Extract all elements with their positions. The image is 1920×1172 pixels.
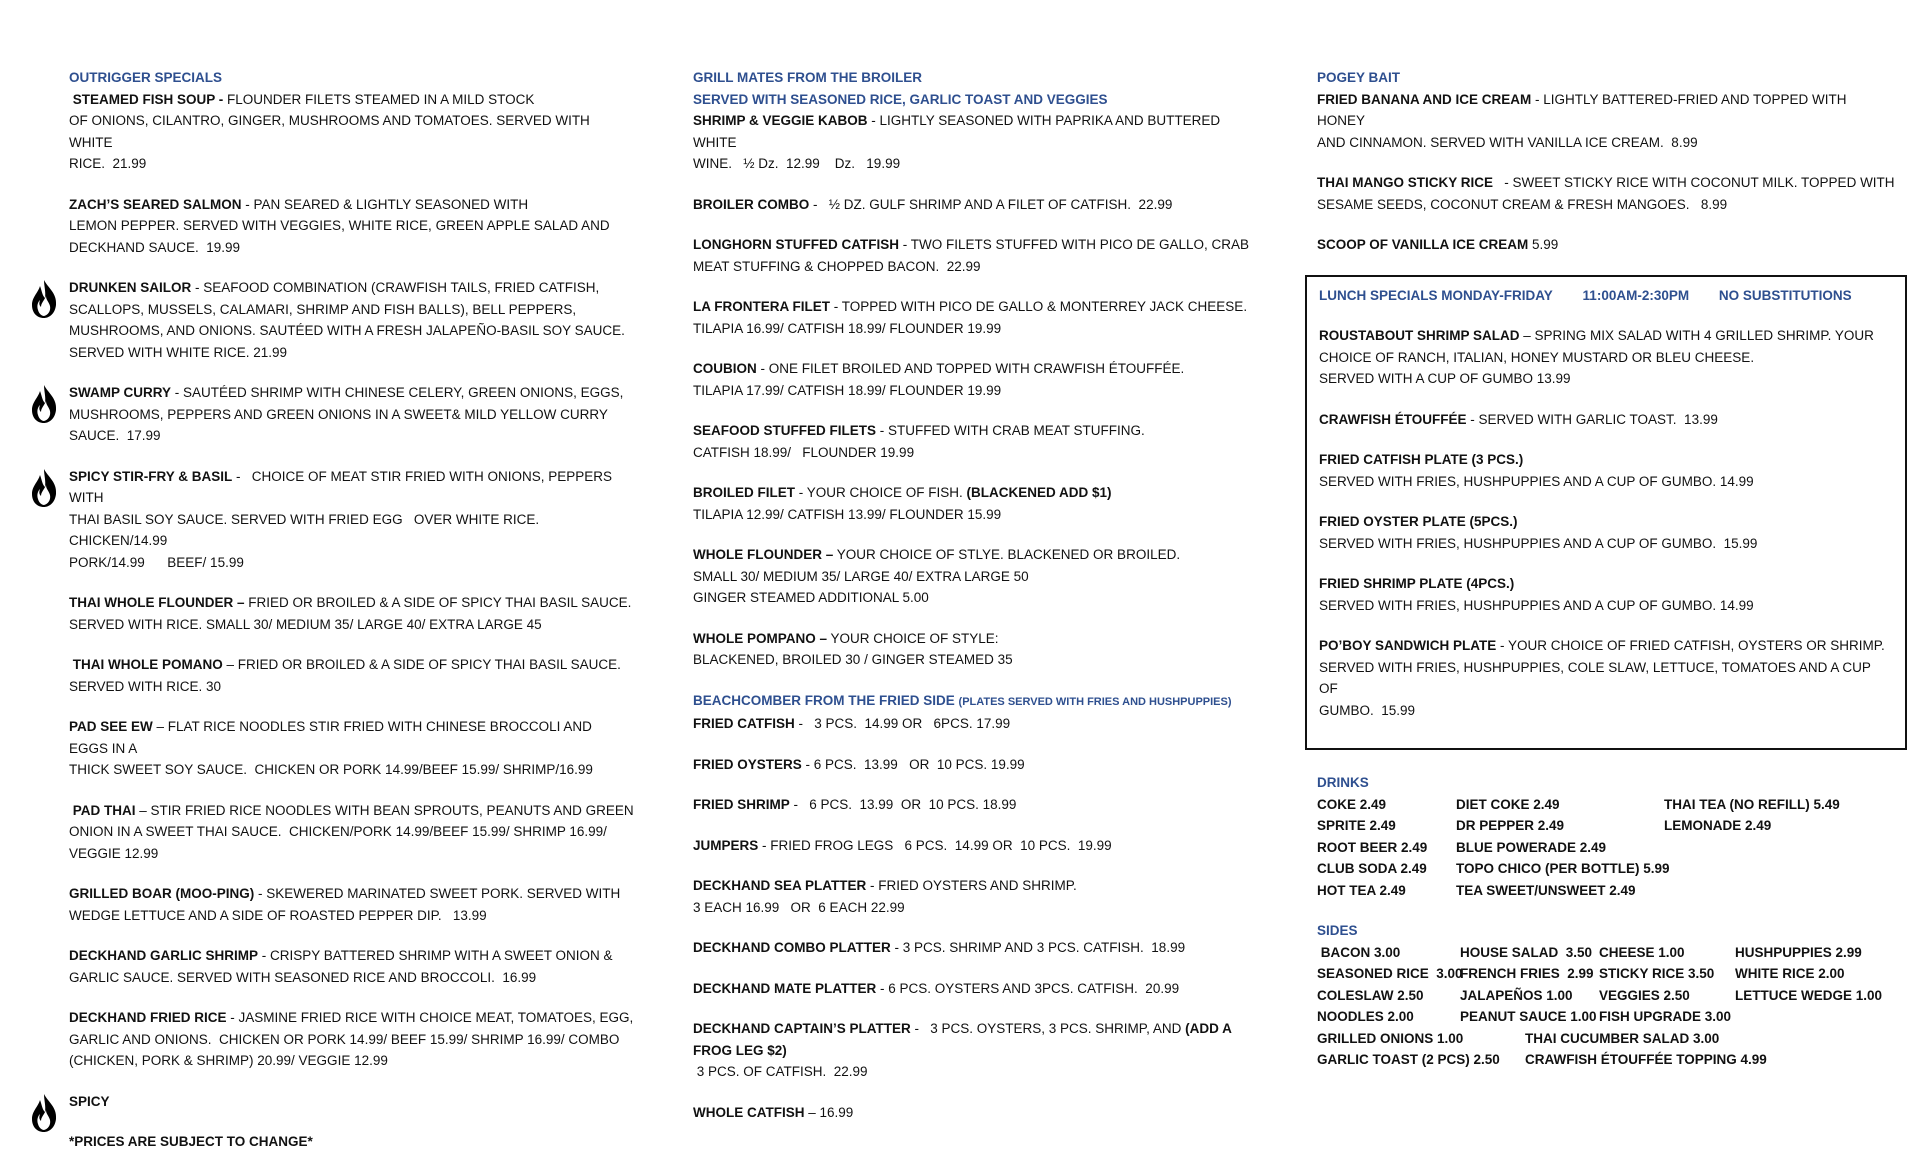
menu-item-desc: VEGGIE 12.99 [69,845,159,861]
menu-item-line [69,1029,634,1051]
menu-item-line [1319,657,1893,700]
menu-item-name: DECKHAND MATE PLATTER [693,980,877,996]
fried-heading: BEACHCOMBER FROM THE FRIED SIDE [693,692,955,708]
menu-item-line [69,320,634,342]
menu-item-line [693,153,1263,175]
menu-item-line [693,566,1263,588]
menu-item-name: WHOLE CATFISH [693,1104,805,1120]
menu-item [69,883,634,926]
price-entry [1735,1006,1905,1028]
flame-icon [29,1093,59,1133]
menu-item-desc: SERVED WITH FRIES, HUSHPUPPIES, COLE SLAW, LETTUCE, TOMATOES AND A CUP OF [1319,659,1875,696]
drinks-list [1317,794,1897,902]
menu-item-desc: GUMBO. 15.99 [1319,702,1416,718]
price-entry: WHITE RICE 2.00 [1735,966,1845,981]
menu-item-desc: WINE. ½ Dz. 12.99 Dz. 19.99 [693,156,901,171]
menu-item [69,277,634,363]
sides-heading: SIDES [1317,923,1358,938]
menu-item-name: WHOLE FLOUNDER – [693,547,834,562]
menu-item-line [69,716,634,759]
price-entry: THAI TEA (NO REFILL) 5.49 [1664,796,1840,812]
price-entry: ROOT BEER 2.49 [1317,839,1428,855]
menu-item-desc: FRIED OR BROILED & A SIDE OF SPICY THAI BASIL SAUCE. [244,595,632,610]
menu-item-name: BROILER COMBO [693,196,810,212]
price-entry: FISH UPGRADE 3.00 [1599,1009,1732,1024]
menu-item-desc: TILAPIA 12.99/ CATFISH 13.99/ FLOUNDER 15.99 [693,506,1002,522]
menu-item-line [693,978,1263,1000]
menu-item-desc: YOUR CHOICE OF STYLE: [827,630,999,646]
menu-item-desc: - 3 PCS. 14.99 OR 6PCS. 17.99 [794,716,1011,731]
menu-item-desc: - YOUR CHOICE OF FISH. [795,485,963,500]
menu-item-desc: 3 EACH 16.99 OR 6 EACH 22.99 [693,899,905,915]
menu-item-line [693,256,1263,278]
lunch-title: LUNCH SPECIALS MONDAY-FRIDAY [1319,287,1553,303]
menu-item-addon: (ADD A FROG LEG $2) [693,1021,1236,1058]
menu-item-line [693,110,1263,153]
menu-item-desc: DECKHAND SAUCE. 19.99 [69,239,241,255]
column-pogey-bait [1317,67,1897,1071]
flame-icon [29,468,59,508]
menu-item-line [693,234,1263,256]
menu-item [1319,573,1893,616]
menu-item-desc: CHOICE OF RANCH, ITALIAN, HONEY MUSTARD OR BLEU CHEESE. [1319,349,1755,365]
menu-item-desc: SMALL 30/ MEDIUM 35/ LARGE 40/ EXTRA LARGE 50 [693,568,1029,584]
menu-item-name: FRIED CATFISH PLATE (3 PCS.) [1319,452,1524,467]
menu-item-line [693,504,1263,526]
menu-item-line [69,509,634,552]
menu-item-name: SPICY STIR-FRY & BASIL [69,468,233,484]
menu-item-desc: SERVED WITH FRIES, HUSHPUPPIES AND A CUP OF GUMBO. 15.99 [1319,535,1758,551]
menu-item [693,194,1263,216]
sides-list [1317,942,1897,1028]
menu-item [69,466,634,574]
menu-item-name: FRIED BANANA AND ICE CREAM [1317,91,1532,107]
menu-item-desc: - CHOICE OF MEAT STIR FRIED WITH ONIONS, PEPPERS WITH [69,468,616,505]
price-entry: BLUE POWERADE 2.49 [1456,839,1607,855]
menu-item-name: DECKHAND GARLIC SHRIMP [69,948,258,963]
section-heading-fried [693,690,1263,714]
menu-item [1317,89,1897,154]
menu-item-line [69,967,634,989]
menu-item-name: SWAMP CURRY [69,385,172,400]
price-entry: NOODLES 2.00 [1317,1009,1414,1024]
menu-item-line [69,883,634,905]
menu-item [69,382,634,447]
menu-item-line [1319,635,1893,657]
section-heading-grill: GRILL MATES FROM THE BROILER [693,70,922,85]
menu-item-desc: GINGER STEAMED ADDITIONAL 5.00 [693,590,929,605]
menu-item-desc: - ½ DZ. GULF SHRIMP AND A FILET OF CATFISH. 22.99 [809,196,1173,212]
menu-item [693,937,1263,959]
sides-list-extra [1317,1028,1897,1071]
menu-item-name: PO’BOY SANDWICH PLATE [1319,638,1497,653]
menu-item-desc: - SERVED WITH GARLIC TOAST. 13.99 [1466,411,1718,427]
menu-item-desc: - SAUTÉED SHRIMP WITH CHINESE CELERY, GREEN ONIONS, EGGS, [171,385,624,400]
menu-item-desc: OF ONIONS, CILANTRO, GINGER, MUSHROOMS AND TOMATOES. SERVED WITH WHITE [69,113,594,150]
menu-item-desc: - STUFFED WITH CRAB MEAT STUFFING. [876,423,1145,438]
price-entry: HUSHPUPPIES 2.99 [1735,944,1862,960]
menu-item-name: LONGHORN STUFFED CATFISH [693,237,899,252]
lunch-heading [1319,285,1893,307]
flame-icon [29,384,59,424]
menu-item-desc: - SKEWERED MARINATED SWEET PORK. SERVED WITH [254,886,621,901]
menu-item-name: PAD SEE EW [69,719,153,734]
menu-item [693,420,1263,463]
menu-item-desc: CATFISH 18.99/ FLOUNDER 19.99 [693,444,915,460]
menu-item [69,1007,634,1072]
price-entry: HOUSE SALAD 3.50 [1460,944,1593,960]
menu-item-line [693,587,1263,609]
menu-item-desc: THAI BASIL SOY SAUCE. SERVED WITH FRIED EGG OVER WHITE RICE. CHICKEN/14.99 [69,511,558,548]
menu-item [693,358,1263,401]
menu-item-desc: LEMON PEPPER. SERVED WITH VEGGIES, WHITE RICE, GREEN APPLE SALAD AND [69,218,610,233]
price-entry: VEGGIES 2.50 [1599,987,1690,1003]
menu-item [693,875,1263,918]
price-entry: LETTUCE WEDGE 1.00 [1735,987,1883,1003]
menu-item-desc: TILAPIA 17.99/ CATFISH 18.99/ FLOUNDER 19.99 [693,382,1002,398]
menu-item-line [1319,471,1893,493]
menu-item-line [693,380,1263,402]
menu-item-line [693,937,1263,959]
menu-item-line [1317,89,1897,132]
flame-icon [29,279,59,319]
spicy-legend [69,1091,634,1113]
menu-item-desc: THICK SWEET SOY SAUCE. CHICKEN OR PORK 14.99/BEEF 15.99/ SHRIMP/16.99 [69,762,593,777]
menu-item-name: PAD THAI [69,802,136,818]
menu-item-name: CRAWFISH ÉTOUFFÉE [1319,411,1467,427]
menu-item-line [69,466,634,509]
menu-item-name: THAI WHOLE FLOUNDER – [69,595,245,610]
price-entry: TOPO CHICO (PER BOTTLE) 5.99 [1456,861,1670,876]
menu-item-desc: (CHICKEN, PORK & SHRIMP) 20.99/ VEGGIE 12.99 [69,1053,388,1068]
menu-item-line [1317,172,1897,194]
menu-item-name: FRIED OYSTER PLATE (5PCS.) [1319,514,1518,529]
menu-item-desc: RICE. 21.99 [69,156,147,171]
menu-item [693,978,1263,1000]
menu-item-desc: - FRIED OYSTERS AND SHRIMP. [866,878,1077,893]
menu-item-desc: 5.99 [1528,237,1559,252]
menu-item-name: GRILLED BOAR (MOO-PING) [69,886,255,901]
menu-item-desc: - SWEET STICKY RICE WITH COCONUT MILK. TOPPED WITH [1493,175,1895,190]
section-heading-outrigger: OUTRIGGER SPECIALS [69,70,223,85]
menu-item-desc: - 3 PCS. OYSTERS, 3 PCS. SHRIMP, AND [910,1021,1182,1036]
price-entry [1664,880,1884,902]
menu-item [1319,409,1893,431]
menu-item-line [1319,409,1893,431]
price-entry: GRILLED ONIONS 1.00 [1317,1030,1464,1046]
price-entry: DR PEPPER 2.49 [1456,818,1565,833]
price-entry: CRAWFISH ÉTOUFFÉE TOPPING 4.99 [1525,1052,1767,1067]
menu-item [69,194,634,259]
menu-item-name: THAI MANGO STICKY RICE [1317,175,1494,190]
menu-item-desc: - FRIED FROG LEGS 6 PCS. 14.99 OR 10 PCS. 19.99 [758,837,1112,853]
lunch-policy: NO SUBSTITUTIONS [1718,287,1852,303]
menu-item-line [1319,511,1893,533]
menu-item-line [69,342,634,364]
menu-item-line [693,835,1263,857]
menu-item-desc: – FLAT RICE NOODLES STIR FRIED WITH CHINESE BROCCOLI AND EGGS IN A [69,719,596,756]
menu-item-name: DECKHAND SEA PLATTER [693,878,867,893]
menu-item-name: ZACH’S SEARED SALMON [69,196,242,212]
menu-item-name: THAI WHOLE POMANO [69,657,223,672]
menu-item-desc: - SEAFOOD COMBINATION (CRAWFISH TAILS, FRIED CATFISH, [191,280,600,295]
price-entry: BACON 3.00 [1317,944,1401,960]
menu-item-line [693,1061,1263,1083]
menu-item-desc: AND CINNAMON. SERVED WITH VANILLA ICE CREAM. 8.99 [1317,134,1698,150]
menu-item [693,628,1263,671]
menu-item-desc: GARLIC AND ONIONS. CHICKEN OR PORK 14.99/ BEEF 15.99/ SHRIMP 16.99/ COMBO [69,1031,620,1047]
price-entry: SPRITE 2.49 [1317,818,1396,833]
menu-item-desc: - YOUR CHOICE OF FRIED CATFISH, OYSTERS OR SHRIMP. [1496,638,1885,653]
menu-item-line [1317,132,1897,154]
menu-item [693,794,1263,816]
menu-item-desc: PORK/14.99 BEEF/ 15.99 [69,554,244,570]
menu-item-line [69,821,634,843]
menu-item-name: FRIED OYSTERS [693,756,802,772]
menu-item-line [693,358,1263,380]
lunch-specials-box [1305,275,1907,751]
menu-item [693,296,1263,339]
price-entry: LEMONADE 2.49 [1664,818,1772,833]
lunch-hours: 11:00AM-2:30PM [1582,287,1690,303]
menu-item-line [693,875,1263,897]
menu-item-desc: SERVED WITH RICE. SMALL 30/ MEDIUM 35/ LARGE 40/ EXTRA LARGE 45 [69,616,542,632]
menu-item-line [69,676,634,698]
price-entry: CHEESE 1.00 [1599,944,1685,960]
menu-item [693,110,1263,175]
menu-item-line [69,237,634,259]
menu-item [69,654,634,697]
menu-item [69,89,634,175]
menu-item-line [69,425,634,447]
menu-item-line [1317,234,1897,256]
menu-item-name: WHOLE POMPANO – [693,630,828,646]
menu-item-desc: SERVED WITH FRIES, HUSHPUPPIES AND A CUP OF GUMBO. 14.99 [1319,597,1754,613]
menu-item-line [693,897,1263,919]
menu-item-desc: - TOPPED WITH PICO DE GALLO & MONTERREY JACK CHEESE. [829,299,1248,314]
menu-item-line [69,404,634,426]
menu-item [693,482,1263,525]
menu-item-line [1319,449,1893,471]
menu-item-desc: - 6 PCS. 13.99 OR 10 PCS. 18.99 [789,797,1017,812]
menu-item-desc: YOUR CHOICE OF STLYE. BLACKENED OR BROILED. [833,547,1181,562]
menu-item-line [1319,533,1893,555]
menu-item-line [69,1050,634,1072]
menu-item [69,592,634,635]
menu-item-name: FRIED SHRIMP PLATE (4PCS.) [1319,576,1515,591]
menu-item [693,1102,1263,1124]
menu-item-line [69,592,634,614]
menu-item [1319,511,1893,554]
column-grill-mates [693,67,1263,1142]
price-entry: TEA SWEET/UNSWEET 2.49 [1456,882,1636,898]
menu-item-name: DECKHAND COMBO PLATTER [693,940,891,955]
menu-item-name: COUBION [693,361,757,376]
menu-item [693,544,1263,609]
menu-item-line [69,905,634,927]
menu-item-line [693,754,1263,776]
menu-item-line [1319,325,1893,347]
menu-item-line [69,843,634,865]
menu-item-name: FRIED SHRIMP [693,797,790,812]
menu-item-desc: – 16.99 [804,1104,854,1120]
menu-item-desc: - 3 PCS. SHRIMP AND 3 PCS. CATFISH. 18.99 [890,940,1186,955]
menu-item-desc: - CRISPY BATTERED SHRIMP WITH A SWEET ONION & [258,948,613,963]
menu-item-line [69,614,634,636]
spicy-label: SPICY [69,1093,110,1109]
menu-item-name: STEAMED FISH SOUP - [69,91,224,107]
price-entry [1664,858,1884,880]
price-entry: HOT TEA 2.49 [1317,882,1406,898]
menu-item-line [69,945,634,967]
menu-item-desc: MUSHROOMS, PEPPERS AND GREEN ONIONS IN A SWEET& MILD YELLOW CURRY [69,406,608,422]
menu-item-line [69,654,634,676]
menu-item-line [69,194,634,216]
menu-item-addon: (BLACKENED ADD $1) [962,485,1112,500]
menu-item-line [69,800,634,822]
menu-item-desc: SERVED WITH RICE. 30 [69,678,222,694]
menu-item-desc: BLACKENED, BROILED 30 / GINGER STEAMED 35 [693,652,1013,667]
menu-item-name: SHRIMP & VEGGIE KABOB [693,113,868,128]
menu-item-line [69,277,634,299]
menu-item-line [693,420,1263,442]
menu-item-name: DECKHAND FRIED RICE [69,1010,227,1025]
menu-item-line [693,1102,1263,1124]
menu-item-line [1319,573,1893,595]
menu-item-desc: SERVED WITH FRIES, HUSHPUPPIES AND A CUP OF GUMBO. 14.99 [1319,473,1754,489]
menu-item [693,835,1263,857]
price-entry: SEASONED RICE 3.00 [1317,966,1463,981]
menu-item [69,945,634,988]
menu-item [1319,325,1893,390]
menu-item-line [693,544,1263,566]
menu-item-line [693,296,1263,318]
price-entry: CLUB SODA 2.49 [1317,861,1427,876]
menu-item [693,754,1263,776]
price-entry [1664,837,1884,859]
menu-item [693,1018,1263,1083]
menu-item-name: DRUNKEN SAILOR [69,280,192,295]
menu-item-name: DECKHAND CAPTAIN’S PLATTER [693,1021,911,1036]
menu-item [69,800,634,865]
column-outrigger-specials [69,67,634,1172]
menu-item [1319,635,1893,721]
menu-item-desc: - LIGHTLY SEASONED WITH PAPRIKA AND BUTTERED WHITE [693,113,1224,150]
menu-item-line [693,794,1263,816]
menu-item-name: ROUSTABOUT SHRIMP SALAD [1319,328,1520,343]
menu-item-desc: - PAN SEARED & LIGHTLY SEASONED WITH [241,196,529,212]
menu-item-desc: - JASMINE FRIED RICE WITH CHOICE MEAT, TOMATOES, EGG, [226,1010,634,1025]
menu-item-name: FRIED CATFISH [693,716,795,731]
menu-item [1319,449,1893,492]
menu-item-line [1317,194,1897,216]
menu-item-line [693,649,1263,671]
menu-item-name: SCOOP OF VANILLA ICE CREAM [1317,237,1529,252]
menu-item-desc: GARLIC SAUCE. SERVED WITH SEASONED RICE AND BROCCOLI. 16.99 [69,969,537,985]
menu-item-line [1319,700,1893,722]
menu-item-line [693,194,1263,216]
menu-item [1317,234,1897,256]
menu-item-line [69,89,634,111]
prices-note: *PRICES ARE SUBJECT TO CHANGE* [69,1134,313,1149]
menu-item-line [69,552,634,574]
menu-item-desc: ONION IN A SWEET THAI SAUCE. CHICKEN/PORK 14.99/BEEF 15.99/ SHRIMP 16.99/ [69,824,607,839]
menu-item-line [69,110,634,153]
menu-item-line [69,759,634,781]
menu-item-name: BROILED FILET [693,485,795,500]
menu-item-line [693,628,1263,650]
fried-note: (PLATES SERVED WITH FRIES AND HUSHPUPPIES) [958,695,1232,708]
menu-item-desc: – FRIED OR BROILED & A SIDE OF SPICY THAI BASIL SAUCE. [222,657,621,672]
price-entry: PEANUT SAUCE 1.00 [1460,1009,1597,1024]
section-heading-pogey: POGEY BAIT [1317,70,1401,85]
price-entry: JALAPEÑOS 1.00 [1460,987,1573,1003]
price-entry: COKE 2.49 [1317,796,1387,812]
menu-item-line [69,382,634,404]
price-entry: STICKY RICE 3.50 [1599,966,1715,981]
menu-item-name: SEAFOOD STUFFED FILETS [693,423,877,438]
menu-item-desc: FLOUNDER FILETS STEAMED IN A MILD STOCK [223,91,535,107]
menu-item-desc: - 6 PCS. 13.99 OR 10 PCS. 19.99 [801,756,1025,772]
menu-item-name: JUMPERS [693,837,759,853]
price-entry: THAI CUCUMBER SALAD 3.00 [1525,1030,1720,1046]
menu-item-desc: - LIGHTLY BATTERED-FRIED AND TOPPED WITH HONEY [1317,91,1851,128]
menu-item-line [69,1007,634,1029]
menu-item-desc: TILAPIA 16.99/ CATFISH 18.99/ FLOUNDER 19.99 [693,320,1002,336]
menu-item-desc: SESAME SEEDS, COCONUT CREAM & FRESH MANGOES. 8.99 [1317,196,1728,212]
price-entry: DIET COKE 2.49 [1456,796,1560,812]
menu-item [693,713,1263,735]
menu-item-desc: SAUCE. 17.99 [69,428,161,443]
section-subheading-grill: SERVED WITH SEASONED RICE, GARLIC TOAST AND VEGGIES [693,91,1108,107]
menu-item-line [693,713,1263,735]
menu-item-desc: MEAT STUFFING & CHOPPED BACON. 22.99 [693,258,981,274]
menu-item-desc: SERVED WITH WHITE RICE. 21.99 [69,344,288,360]
price-entry: FRENCH FRIES 2.99 [1460,966,1594,981]
menu-item-desc: - TWO FILETS STUFFED WITH PICO DE GALLO, CRAB [899,237,1250,252]
menu-item-desc: SCALLOPS, MUSSELS, CALAMARI, SHRIMP AND FISH BALLS), BELL PEPPERS, [69,301,577,317]
menu-item-line [693,318,1263,340]
menu-item-line [693,442,1263,464]
menu-item-desc: - ONE FILET BROILED AND TOPPED WITH CRAWFISH ÉTOUFFÉE. [756,361,1185,376]
price-entry: COLESLAW 2.50 [1317,987,1424,1003]
menu-item-line [693,482,1263,504]
menu-item-line [1319,595,1893,617]
menu-item-line [1319,347,1893,369]
menu-item [69,716,634,781]
menu-item-line [1319,368,1893,390]
menu-item-line [69,215,634,237]
price-entry: GARLIC TOAST (2 PCS) 2.50 [1317,1052,1500,1067]
menu-item-desc: - 6 PCS. OYSTERS AND 3PCS. CATFISH. 20.99 [876,980,1180,996]
menu-item-desc: MUSHROOMS, AND ONIONS. SAUTÉED WITH A FRESH JALAPEÑO-BASIL SOY SAUCE. [69,323,625,338]
menu-item-desc: WEDGE LETTUCE AND A SIDE OF ROASTED PEPPER DIP. 13.99 [69,907,487,923]
menu-item-line [69,153,634,175]
menu-item [693,234,1263,277]
menu-item-line [69,299,634,321]
menu-item-desc: – SPRING MIX SALAD WITH 4 GRILLED SHRIMP. YOUR [1519,328,1874,343]
menu-item [1317,172,1897,215]
drinks-heading: DRINKS [1317,775,1369,790]
menu-item-desc: 3 PCS. OF CATFISH. 22.99 [693,1064,868,1079]
menu-item-desc: – STIR FRIED RICE NOODLES WITH BEAN SPROUTS, PEANUTS AND GREEN [135,802,634,818]
menu-item-line [693,1018,1263,1061]
menu-item-name: LA FRONTERA FILET [693,299,830,314]
menu-item-desc: SERVED WITH A CUP OF GUMBO 13.99 [1319,371,1571,386]
